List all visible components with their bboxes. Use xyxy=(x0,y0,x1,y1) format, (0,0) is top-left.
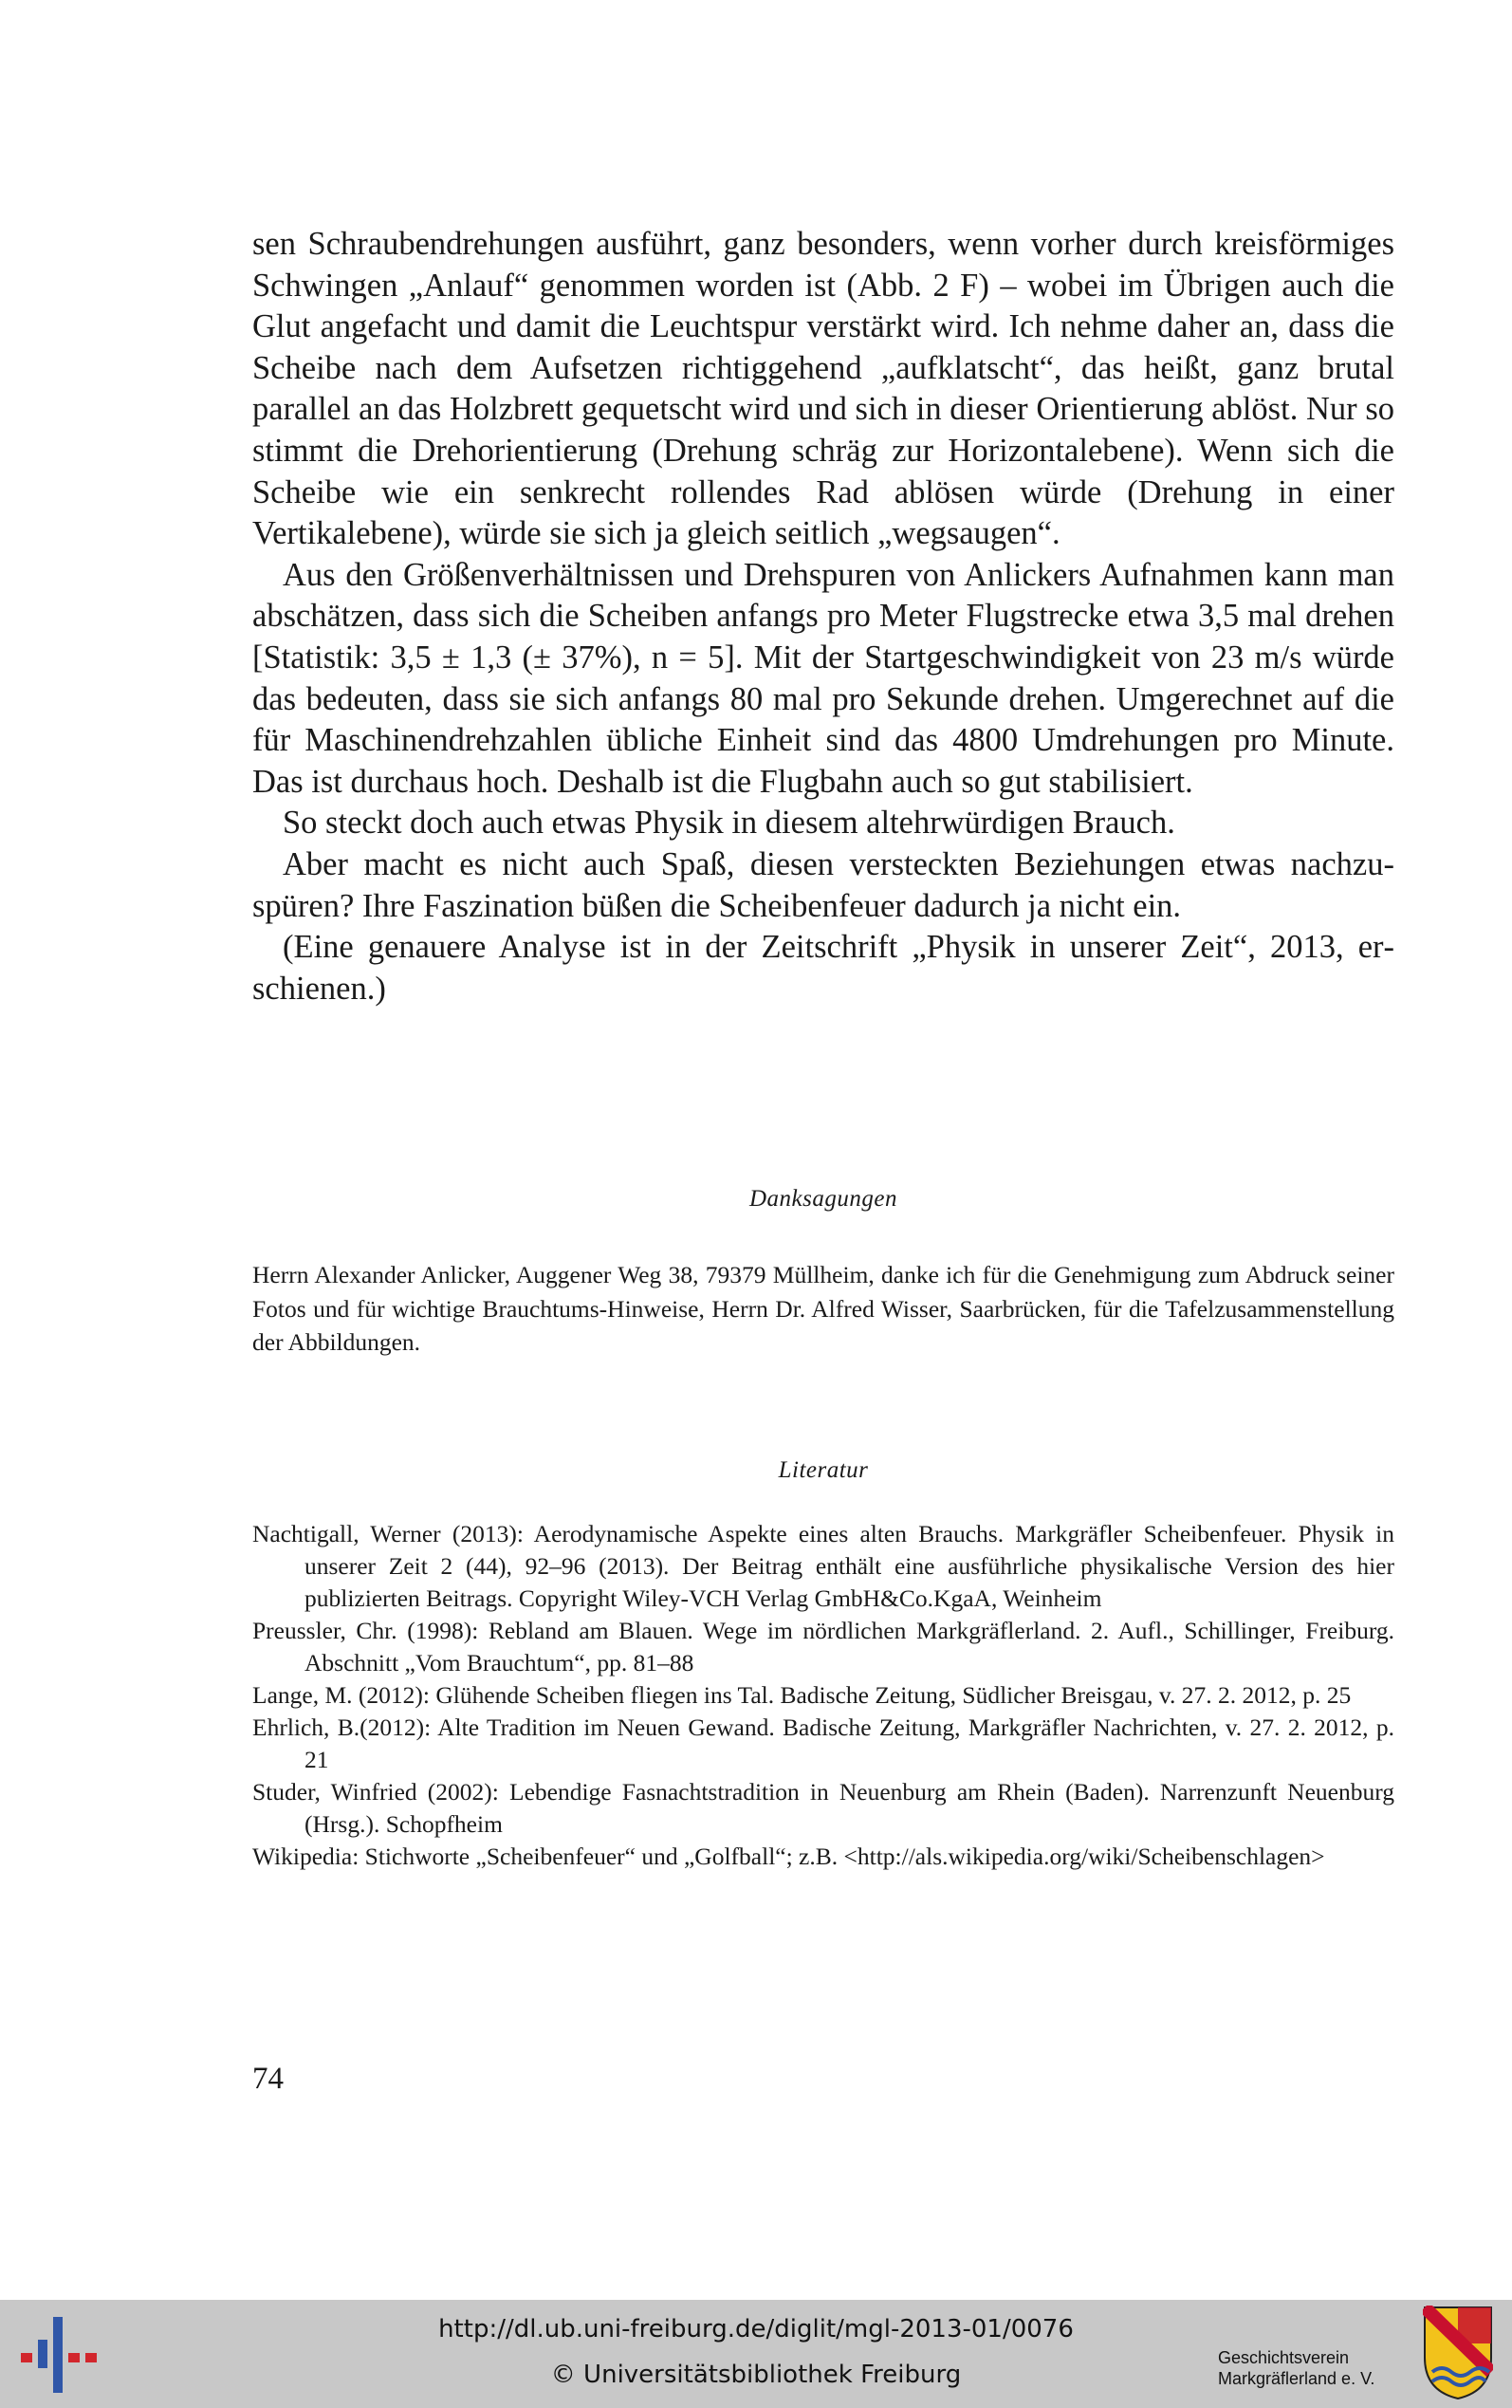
society-name xyxy=(1218,2347,1408,2389)
literature-heading: Literatur xyxy=(778,1457,869,1483)
acknowledgements-text xyxy=(252,1258,1394,1360)
reference-item: Studer, Winfried (2002): Lebendige Fasnachtstradition in Neuenburg am Rhein (Baden). Narrenzunft Neuenburg (Hrsg.). Schopfheim xyxy=(252,1778,1394,1838)
acknowledgements-heading: Danksagungen xyxy=(749,1186,897,1212)
reference-item: Ehrlich, B.(2012): Alte Tradition im Neuen Gewand. Badische Zeitung, Markgräfler Nachrichten, v. 27. 2. 2012, p. 21 xyxy=(252,1713,1394,1773)
body-paragraph: (Eine genauere Analyse ist in der Zeitschrift „Physik in unserer Zeit“, 2013, erschienen.) xyxy=(252,929,1394,1007)
reference-item: Nachtigall, Werner (2013): Aerodynamische Aspekte eines alten Brauchs. Markgräfler Scheibenfeuer. Physik in unserer Zeit 2 (44), 92–96 (2013). Der Beitrag enthält eine ausführliche physikalische Version des hier publizierten Beitrags. Copyright Wiley-VCH Verlag GmbH&Co.KgaA, Weinheim xyxy=(252,1520,1394,1612)
body-paragraph: Aus den Größenverhältnissen und Drehspuren von Anlickers Aufnahmen kann man abschätzen, dass sich die Scheiben anfangs pro Meter Flugstrecke etwa 3,5 mal drehen [Statistik: 3,5 ± 1,3 (± 37%), n = 5]. Mit der Startgeschwindigkeit von 23 m/s würde das bedeuten, dass sie sich anfangs 80 mal pro Sekunde drehen. Umgerechnet auf die für Maschinendrehzahlen übliche Einheit sind das 4800 Umdrehungen pro Minute. Das ist durchaus hoch. Deshalb ist die Flugbahn auch so gut stabilisiert. xyxy=(252,556,1394,800)
reference-list xyxy=(252,1518,1394,1873)
body-paragraph: Aber macht es nicht auch Spaß, diesen versteckten Beziehungen etwas nachzuspüren? Ihre Faszination büßen die Scheibenfeuer dadurch ja nicht ein. xyxy=(252,845,1394,924)
footer-copyright: © Universitätsbibliothek Freiburg xyxy=(550,2361,962,2389)
reference-item: Lange, M. (2012): Glühende Scheiben fliegen ins Tal. Badische Zeitung, Südlicher Breisgau, v. 27. 2. 2012, p. 25 xyxy=(252,1681,1352,1709)
acknowledgements-paragraph: Herrn Alexander Anlicker, Auggener Weg 38, 79379 Müllheim, danke ich für die Genehmigung zum Abdruck seiner Fotos und für wichtige Brauchtums-Hinweise, Herrn Dr. Alfred Wisser, Saarbrücken, für die Tafelzusammenstellung der Abbildungen. xyxy=(252,1261,1394,1356)
page-number: 74 xyxy=(252,2062,284,2096)
reference-item: Preussler, Chr. (1998): Rebland am Blauen. Wege im nördlichen Markgräflerland. 2. Aufl., Schillinger, Freiburg. Abschnitt „Vom Brauchtum“, pp. 81–88 xyxy=(252,1617,1394,1676)
body-paragraph: sen Schraubendrehungen ausführt, ganz besonders, wenn vorher durch kreisförmiges Schwingen „Anlauf“ genommen worden ist (Abb. 2 F) – wobei im Übrigen auch die Glut angefacht und damit die Leuchtspur verstärkt wird. Ich nehme daher an, dass die Scheibe nach dem Aufsetzen richtiggehend „aufklatscht“, das heißt, ganz brutal parallel an das Holzbrett gequetscht wird und sich in dieser Orientierung ablöst. Nur so stimmt die Drehorientierung (Drehung schräg zur Horizontalebene). Wenn sich die Scheibe wie ein senkrecht rollendes Rad ablösen würde (Drehung in einer Vertikalebene), würde sie sich ja gleich seitlich „wegsaugen“. xyxy=(252,226,1394,552)
society-name-line1: Geschichtsverein xyxy=(1218,2348,1350,2367)
body-paragraph: So steckt doch auch etwas Physik in diesem altehrwürdigen Brauch. xyxy=(283,805,1175,842)
footer-url-link[interactable]: http://dl.ub.uni-freiburg.de/diglit/mgl-2013-01/0076 xyxy=(438,2315,1074,2343)
body-text xyxy=(252,224,1394,1010)
society-name-line2: Markgräflerland e. V. xyxy=(1218,2369,1375,2388)
coat-of-arms-icon xyxy=(1423,2306,1493,2400)
reference-item: Wikipedia: Stichworte „Scheibenfeuer“ und „Golfball“; z.B. <http://als.wikipedia.org/wiki/Scheibenschlagen> xyxy=(252,1843,1325,1870)
